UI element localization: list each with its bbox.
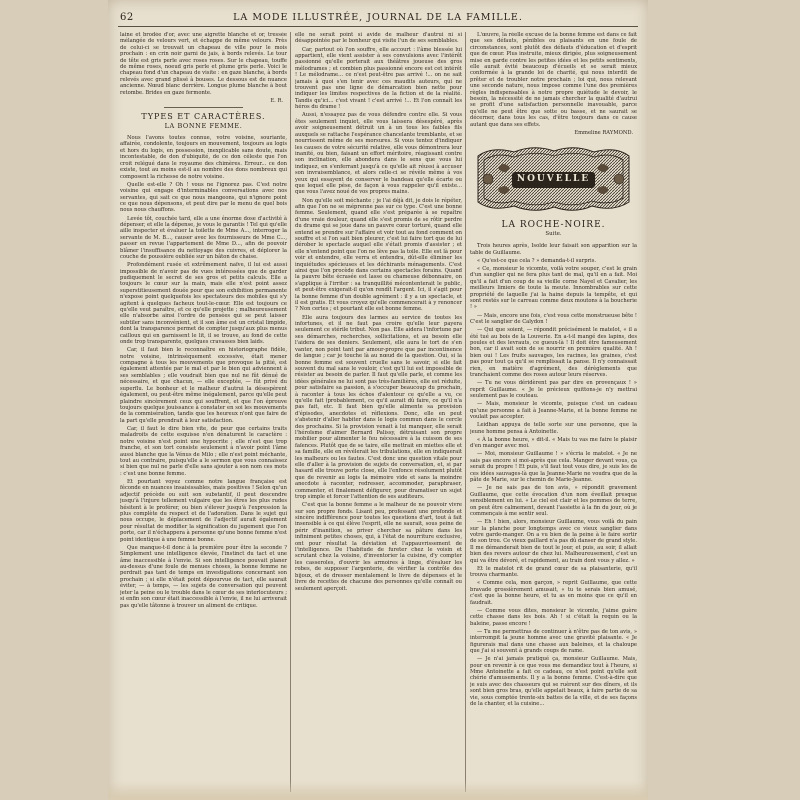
left-column (120, 32, 287, 792)
page-header (118, 10, 638, 27)
right-column (470, 32, 637, 792)
section-title: TYPES ET CARACTÈRES. (141, 112, 266, 122)
fashion-signature: E. R. (270, 97, 283, 104)
fashion-paragraph: laine et brodée d'or, avec une aigrette blanche et or, tressée mélangée de velours vert, et échappe de même velours. Près de celui-ci se trouvait un chapeau de ville pour le mois prochain : en crin noir garni de jais, à bords relevés. Le tour de tête est gris perle avec roses roses. Sur le chapeau, touffe de même roses, noeud gris perle et plume gris perle. Voici le chapeau fond d'un chapeau de visite : en gaze blanche, à bords relevés avec grand plissé à bouses. Le dessous est de nuance ancienne. Nœud blanc derrière. Longue plume blanche à bout retombe. Brides en gaze fermonte. (120, 32, 287, 96)
article-paragraph: Et pourtant voyez comme notre langue française est féconde en nuances insaisissables, mais positives ! Selon qu'un adjectif précède ou suit son substantif, il peut descendre jusqu'à l'injure tellement vulgaire que les êtres les plus rudes hésitent à le proférer, ou bien s'élever jusqu'à l'expression la plus complète du respect et de l'adoration. Dans le sujet qui nous occupe, le déplacement de l'adjectif aurait également pour résultat de modifier la signification du jugement que l'on porte, car il n'échappera à personne qu'une bonne femme n'est point identique à une femme bonne. (120, 478, 287, 543)
story-paragraph: Trois heures après, Isolde leur faisait son apparition sur la table de Guillaume. (470, 243, 637, 256)
story-paragraph: — Eh ! bien, alors, monsieur Guillaume, vous voilà du pain sur la planche pour longtemps avec ce vieux sanglier dans votre garde-manger. On a vu bien de la peine à le faire sortir de son trou. Ce vieux gaillard n'a pas dû danser de grand style. Il me démanderait bien de tout le jour, et puis, au soir, il allait bien des revers autour de chez lui. Malheureusement, c'est un qui va être dévoré, et rapidement, au train dont vous y allez. » (470, 519, 637, 564)
journal-title: LA MODE ILLUSTRÉE, JOURNAL DE LA FAMILLE. (233, 12, 523, 23)
section-subtitle: LA BONNE FEMME. (164, 121, 243, 130)
article-paragraph: Aussi, n'essayez pas de vous défendre contre elle. Si vous êtes seulement inquiet, elle vous laissera désespéré, après avoir soigneusement détruit un à un tous les faibles fils auxquels se rattache l'espérance chancelante tremblante, et se nourrissent même de ses morsures. Si vous tentez d'indiquer les causes de votre sécurité relative, elle vous démontrera leur inanité, ou bien, faisant un effort méritoire, réagissant contre son inclination, elle abondera dans le sens que vous lui indiquez, en s'enferrant jusqu'à ce qu'elle ait réussi à accuser son invraisemblance, et alors celle-ci se révèle même à vos yeux qui essayent de conserver le bandeau qu'elle écarte ou que lequel elle pèse, de façon à vous rappeler qu'il existe... que vous l'avez noué de vos propres mains. (295, 112, 462, 196)
story-title: LA ROCHE-NOIRE. (501, 220, 606, 231)
story-paragraph: « Comme cela, mon garçon, » reprit Guillaume, que cette bravade grossièrement amusait, « tu te serais bien amusé, c'est que la bonne heure, et tu as en moins que ce qu'il en faudrait. (470, 580, 637, 606)
story-paragraph: Et le matelot rit de grand cœur de sa plaisanterie, qu'il trouva charmante. (470, 565, 637, 579)
story-paragraph: — Mais, encore une fois, c'est vous cette monstrueuse bête ! C'est le sanglier de Calydon ! (470, 312, 637, 325)
article-paragraph: C'est que la bonne femme a le malheur de ne pouvoir vivre sur son propre fonds. Lisant peu, professant une profonde et sincère indifférence pour toutes les questions d'art, tout à fait insensible à ce qui élève l'esprit, elle ne saurait, sous peine de périr d'inanition, se priver chercher sa pâture dans les infiniment petites choses, qui, à l'état de nourriture exclusive, ont pour résultat la déviation et l'appauvrissement de l'intelligence. De l'habitude de fureter chez le voisin et scrutant chez la voisine, d'inventorier la cuisine, d'y compter les casseroles, d'ouvrir les armoires à linge, d'évaluer les robes, de supposer l'argenterie, de vérifier la contrôle des bijoux, et de dresser mentalement le livre de dépenses et le livre de recettes de chacune des personnes qu'elle connaît ou seulement aperçoit. (295, 502, 462, 592)
story-paragraph: Leidhan appuya de telle sorte sur une personne, que la jeune homme pensa à Antoinette. (470, 422, 637, 435)
article-paragraph: Non qu'elle soit méchante ; je l'ai déjà dit, je dois le répéter, afin que l'on ne se méprenne pas sur ce type. C'est une bonne femme. Seulement, quand elle s'est préparée à se repaître d'une vraie douleur, quand elle s'est promis de se rôtir perdre du drame qui se joue dans un pauvre cœur torturé, quand elle entend se prendre sur l'affaire et voir tout au fond comment on souffre et si l'on sait bien pleurer, c'est lui faire tort que de lui dérober le spectacle auquel elle s'était promis d'assister ; et elle n'entend point que l'on ne lève pas la toile. Elle est là pour voir et entendre, elle verra et entendra, dût-elle éliminer les inquiétudes spécieuses et les déchirants ménagements. C'est ainsi que l'on procède dans certains spectacles forains. Quand la pauvre bête écrasée est lasse ou chameuse débonnaire, on s'applique à l'irriter : sa tranquillité mécontenterait le public, et peut-être exigerait-il qu'on rendît l'argent. Ici, il s'agit pour la bonne femme d'un double agrément : il y a un spectacle, et il est gratis. Et vous croyez qu'elle commencerait à y renoncer ? Non certes ; et pourtant elle est bonne femme. (295, 197, 462, 313)
section-rule (164, 107, 243, 108)
article-paragraph: Car, il faut bien le reconnaître en historiographe fidèle, notre voisine, intrinsèquement excessive, était mener compagne à tous les mouvements que provoque la pitié, est également attentée par le mal et par le bien qui adviennent à ses semblables ; elle voudrait bien que nul ne fût dénué de nécessaire, et que chacun, — elle exceptée, — fût privé du superflu. Le bonheur et le malheur d'autrui la désespèrent également, ou peut-être même inégalement, parce qu'elle peut plaindre sincèrement ceux qui souffrent, et que l'on éprouve toujours quelque jouissance à constater en soi les mouvements de la commisération, tandis que les heureux n'ont que faire de la part qu'elle prendrait à leur satisfaction. (120, 347, 287, 424)
article-signature: Emmeline RAYMOND. (574, 129, 633, 136)
story-paragraph: — Qui que soient, — répondit précisément le matelot, « il a été tué au bois de la Louverie. En a-t-il mangé des lapins, des poules et des levrauts, ce gueux-là ! Il doit être fameusement bon, car il avait soin de se nourrir en première qualité. Ah ! bien oui ! Les fruits sauvages, les racines, les graines, c'est pas pour tout ça qu'il se remplissait la panse. Il n'y connaissait rien, en matière d'agrément, des dérèglements que tranchaient comme des roses autour leurs réserves. (470, 327, 637, 379)
article-paragraph: Profondément rusée et extrêmement naïve, il lui est aussi impossible de n'avoir pas de vues intéressées que de garder pudiquement le secret de ses gros et petits calculs. Elle a toujours le cœur sur la main, mais elle n'est point assez superstitieusement douée pour que son exhibition permanente n'expose point quelquefois les spectateurs des mobiles qui s'y agitent à quelques facheux tout-le-cœur. Elle est toujours ce qu'elle veut paraître, et ce qu'elle projette ; malheureusement elle n'absorbe ainsi l'ordre de pensées qui se peut laisser subtiler sans inconvénient, et il son âme est un cristal limpide, dont la transparence permet de compter jusqu'aux plus menus cailloux qui en garnissent le lit, il se trouve, au fond de cette onde trop transparente, quelques cravasses bien laids. (120, 262, 287, 346)
article-paragraph: Car, partout où l'on souffre, elle accourt : l'âme blessée lui appartient, elle vient assister à ses convulsions avec l'intérêt passionné qu'elle porterait aux théâtres joueuse des gros mélodrames ; et combien plus passionné encore est cet intérêt ! Le mélodrame... ce n'est peut-être pas arrivé !... on ne sait jamais à quoi s'en tenir avec ces maudits auteurs, qui ne trouvent pas une ligne de démarcation bien nette pour indiquer les limites respectives de la fiction et de la réalité. Tandis qu'ici... c'est vivant ! c'est arrivé !... Et l'on connaît les héros du drame ! (295, 46, 462, 111)
story-paragraph: — Je n'ai jamais pratiqué ça, monsieur Guillaume. Mais, pour en revenir à ce que vous me demandiez tout à l'heure, si Mme Antoinette a fait ce cadeau, ce n'est point qu'elle soit chérie d'amusements. Il y a la bonne femme. C'est-à-dire que je suis avec des chasseurs qui se ruèrent sur des dîners, et ils sont bien gros bras, qu'elle appelait beaux, à faire partie de sa vie, sous comptée trente-six battes de la ville, et de ses façons de la chanter, et la cuisine... (470, 656, 637, 708)
nouvelle-banner (474, 144, 633, 214)
story-paragraph: — Je ne sais pas de ton avis, » répondit gravement Guillaume, que cette évocation d'un nom éveillait presque sensiblement en lui. « Le ciel est clair et les pommes de terre, on peut être calmement, devant l'assiette à la fin du jour, où je commençais à me sentir seul. (470, 485, 637, 517)
article-paragraph: elle ne serait point si avide de malheur d'autrui ni si désappointée par le bonheur qui visite l'un de ses semblables. (295, 32, 462, 45)
story-paragraph: — Mais, monsieur le vicomte, puisque c'est un cadeau qu'une personne a fait à Jeanne-Marie, et la bonne femme ne voulait pas accepter. (470, 401, 637, 421)
article-paragraph: Quelle est-elle ? Oh ! vous ne l'ignorez pas. C'est notre voisine qui engage d'interminables conversations avec nos servantes, qui sait ce que nous mangeons, qui n'ignore point ce que nous dépensons, et peut dire par le menu de quel bois nous nous chauffons. (120, 181, 287, 214)
story-paragraph: « Qu'est-ce que cela ? » demanda-t-il surpris. (477, 257, 597, 264)
article-paragraph: Que manque-t-il donc à la première pour être la seconde ? Simplement une intelligence élevée, l'instinct du tact et une âme inaccessible à l'envie. Si son intelligence pouvait planer au-dessus d'une foule de menues choses, la bonne femme ne perdrait pas tant de temps en investigations concernant son prochain ; si elle n'était point dépourvue de tact, elle saurait éviter, — à temps, — les sujets de conversation qui peuvent jeter la peine ou le trouble dans le cœur de ses interlocuteurs ; si enfin son cœur était inaccessible à l'envie, il ne lui arriverait pas qu'elle tâtonne à trouver un aliment de critique. (120, 544, 287, 609)
story-paragraph: « À la bonne heure, » dit-il. « Mais tu vas me faire le plaisir d'en manger avec moi. (470, 436, 637, 450)
story-paragraph: « Ce, monsieur le vicomte, voilà votre souper, c'est le grain d'un sanglier qui ne fera plus tant de mal, qu'il en a fait. Moi qu'il a fait d'un coup de sa vieille corne Nayel et Cavalier, les meilleurs limiers de toute la meute. Innombrables sur cette propriété de laquelle j'ai la haine depuis la tempête, et qui sont restés sur le carreau comme deux moutons à la boucherie ! » (470, 265, 637, 311)
article-paragraph: Nous l'avons toutes connue, votre voisine, souriante, affairée, condolente, toujours en mouvement, toujours au logis et hors du logis, en possession, inexplicable sans doute, mais incontestable, de don d'ubiquité, de ce don céleste que l'on croit relégué dans le royaume des chimères. Erreur... ce don existe, tout au moins est-il au nombre des dons nombreux qui composent la richesse de notre voisine. (120, 135, 287, 180)
page-number: 62 (120, 12, 134, 23)
story-paragraph: — Comme vous dites, monsieur le vicomte, j'aime guère cette chasse dans les bois. Ah ! si c'était la requin ou la baleine, passe encore ! (470, 607, 637, 627)
story-paragraph: — Moi, monsieur Guillaume ! » s'écria le matelot. « Je ne sais pas encore si moi-après que cela. Manger devant vous, ça serait du propre ! Et puis, s'il faut tout vous dire, je suis les de ces idées sauvages-là que la Jeanne-Marie ne voudra que de la pâte de Marie, sur le chemin de Marie-Jeanne. (470, 451, 637, 484)
article-paragraph: L'œuvre, la réelle excuse de la bonne femme est dans ce fait que ses défauts, pénibles ou plaisants en une foule de circonstances, sont plutôt des défauts d'éducation et d'esprit que de cœur. Plus instruite, mieux dirigée, plus soigneusement mise en garde contre les petites idées et les petits sentiments, elle aurait évité beaucoup d'écueils et se serait mieux conformée à la grande loi de charité, qui nous interdit de prêter et de troubler notre prochain ; loi qui, nous relevant une seconde nature, nous impose comme l'une des premières règles indispensables à notre propre quiétude le devoir, le besoin, la nécessité de ne jamais chercher la qualité d'autrui se profit d'une satisfaction personnelle inavouable, parce qu'elle ne peut être que sotte ou basse, et ne saurait se décerner, dans tous les cas, d'être toujours dans ce cause autant que dans ses effets. (470, 32, 637, 128)
story-paragraph: — Tu me permettras de continuer à n'être pas de ton avis, » interrompit la jeune homme avec une gravité plaisante. « Je figurerais mal dans une chasse aux baleines, et la chaloupe que j'ai si souvent à grands coups de rame. (470, 628, 637, 655)
paper-edge-shading (108, 780, 648, 800)
newspaper-page (108, 0, 648, 800)
column-divider (290, 32, 291, 792)
article-paragraph: Car, il faut le dire bien vite, de peur que certains traits maladroits de cette esquisse n'en dénaturent le caractère : notre voisine n'est point une hypocrite ; elle n'est que trop franche, et son tort consiste seulement à n'avoir point l'âme aussi blanche que la Vénus de Milo ; elle n'est point méchante, tout au contraire, puisqu'elle a le sermon que vous connaissez si bien que nul ne parle d'elle sans ajouter à son nom ces mots : c'est une bonne femme. (120, 425, 287, 477)
article-paragraph: Levée tôt, couchée tard, elle a une énorme dose d'activité à dépenser, et elle la dépense, je vous le garantis ! Tel qui qu'elle aille inspecter et évaluer la toilette de Mme A..., interroger la servante de M. B..., causer avec les fournisseurs de Mme C..., passer en revue l'appartement de Mme D..., afin de pouvoir blâmer l'insuffisance du nettoyage des cuivres, et déplorer la couche de poussière oubliée sur un bâton de chaise. (120, 215, 287, 260)
story-subtitle: Suite. (545, 230, 562, 237)
nouvelle-label: NOUVELLE (516, 174, 591, 185)
story-paragraph: — Tu ne vous déridèrent pas par dire en provençaux ! » reprit Guillaume. « Je le précieux quittons-je n'y mettrai seulement pas le couteau. (470, 380, 637, 400)
column-divider (465, 32, 466, 792)
middle-column (295, 32, 462, 792)
article-paragraph: Elle aura toujours des larmes au service de toutes les infortunes, et il ne faut pas croire qu'elle leur payera seulement ce stérile tribut. Non pas. Elle aidera l'infortune par ses démarches, recherches, sollicitations, et au besoin elle l'aidera de ses deniers. Seulement, elle aura le tort de s'en vanter, non point tant par amour-propre que par incontinence de langue ; car je touche là au nœud de la question. Oui, si la bonne femme est souvent cruelle sans le savoir, si elle fait souvent du mal sans le vouloir, c'est qu'il lui est impossible de résister au besoin de parler. Il faut qu'elle parle, et comme les idées générales ne lui sont pas très-familières, elle est réduite, pour satisfaire sa passion, à s'occuper beaucoup du prochain, à raconter à tous les échos d'alentour ce qu'elle a vu, ce qu'elle fait (probablement, ce qu'il aurait dû faire, ce qu'il n'a pas fait, etc. Il faut bien qu'elle alimente sa provision d'épisodes, anecdotes et réflexions. Donc, elle en peut s'abstenir d'aller habiter dans le logis commun dans le cercle des prochains. Si la provision venait à lui manquer, elle serait l'héroïsme d'aimer Bernard Palissy, détruisant son propre mobilier pour alimenter le feu nécessaire à la cuisson de ses faïences. Plutôt que de se taire, elle mettrait en miettes elle et sa famille, elle en révélerait les tribulations, elle en indiquerait les malheurs ou les fautes. C'est donc une question vitale pour elle d'aller à la provision de sujets de conversation, et, si par hasard elle trouve porte close, elle l'enfonce résolument plutôt que de revenir au logis la mémoire vide et sans la moindre anecdote à raconter, redresser, accommoder, paraphraser, commenter, et finalement défigurer, pour dramatiser un sujet trop simple et forcer l'attention de ses auditeurs. (295, 314, 462, 501)
